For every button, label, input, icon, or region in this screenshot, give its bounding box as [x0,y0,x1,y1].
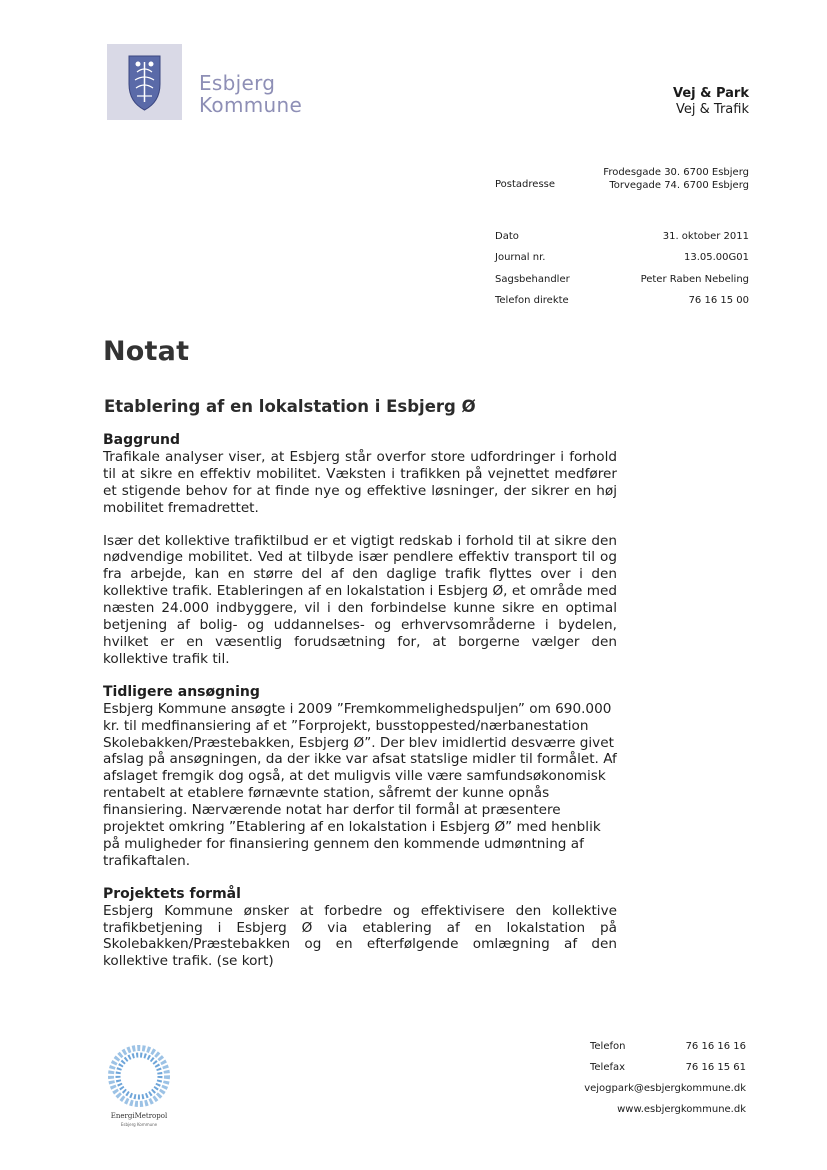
department-block [673,86,749,118]
paragraph: Esbjerg Kommune ønsker at forbedre og effektivisere den kollektive trafikbetjening i Esbjerg Ø via etablering af en lokalstation på Skolebakken/Præstebakken og en efterfølgende omlægning af den kollektive trafik. (se kort) [103,902,617,970]
meta-label: Dato [495,231,519,242]
postal-address [603,166,749,192]
logo-wordmark [199,72,302,116]
document-meta [495,230,749,315]
contact-fax [560,1061,746,1082]
department-unit: Vej & Trafik [676,102,749,117]
paragraph: Især det kollektive trafiktilbud er et vigtigt redskab i forhold til at sikre den nødvendige mobilitet. Ved at tilbyde især pendlere effektiv transport til og fra arbejde, kan en større del af den daglige trafik flyttes over i den kollektive trafik. Etableringen af en lokalstation i Esbjerg Ø, et område med næsten 24.000 indbyggere, vil i den forbindelse kunne sikre en optimal betjening af bolig- og uddannelses- og erhvervsområderne i bydelen, hvilket er en væsentlig forudsætning for, at borgerne vælger den kollektive trafik til. [103,532,617,667]
document-type-title: Notat [103,336,190,367]
meta-row-phone [495,294,749,315]
esbjerg-kommune-logo [107,44,337,120]
contact-phone [560,1040,746,1061]
paragraph: Trafikale analyser viser, at Esbjerg står overfor store udfordringer i forhold til at sikre en effektiv mobilitet. Væksten i trafikken på vejnettet medfører et stigende behov for at finde nye og effektive løsninger, der sikrer en høj mobilitet fremadrettet. [103,448,617,516]
meta-row-journal [495,251,749,272]
section-heading-project-purpose: Projektets formål [103,885,241,902]
contact-email[interactable]: vejogpark@esbjergkommune.dk [584,1083,746,1094]
contact-label: Telefax [590,1062,626,1073]
esbjerg-crest-icon [107,44,182,120]
section-heading-previous-application: Tidligere ansøgning [103,683,260,700]
document-subject: Etablering af en lokalstation i Esbjerg Ø [104,397,476,416]
logo-text-line2: Kommune [199,93,303,117]
meta-value: 76 16 15 00 [688,294,749,306]
contact-value: 76 16 16 16 [685,1041,746,1052]
energimetropol-logo [97,1040,181,1132]
contact-website[interactable]: www.esbjergkommune.dk [617,1104,746,1115]
logo-text-line1: Esbjerg [199,71,276,95]
meta-label: Journal nr. [495,252,546,264]
paragraph: Esbjerg Kommune ansøgte i 2009 ”Fremkommelighedspuljen” om 690.000 kr. til medfinansiering af et ”Forprojekt, busstoppested/nærbanestation Skolebakken/Præstebakken, Esbjerg Ø”. Der blev imidlertid desværre givet afslag på ansøgningen, da der ikke var afsat statslige midler til formålet. Af afslaget fremgik dog også, at det muligvis ville være samfundsøkonomisk rentabelt at etablere førnævnte station, såfremt der kunne opnås finansiering. Nærværende notat har derfor til formål at præsentere projektet omkring ”Etablering af en lokalstation i Esbjerg Ø” med henblik på muligheder for finansiering gennem den kommende udmøntning af trafikaftalen. [103,700,617,869]
meta-row-case-officer [495,273,749,294]
address-line-2: Torvegade 74. 6700 Esbjerg [609,180,749,191]
section-heading-background: Baggrund [103,432,181,448]
meta-value: Peter Raben Nebeling [640,273,749,285]
footer-contacts [560,1040,746,1124]
energimetropol-ring-icon [97,1040,181,1112]
document-body [103,432,617,986]
postal-address-label: Postadresse [495,179,556,190]
partner-logo-subtext: Esbjerg Kommune [120,1122,158,1127]
meta-value: 31. oktober 2011 [662,231,749,242]
meta-value: 13.05.00G01 [683,252,749,264]
meta-row-date [495,230,749,251]
meta-label: Telefon direkte [495,294,569,306]
contact-value: 76 16 15 61 [685,1062,746,1073]
address-line-1: Frodesgade 30. 6700 Esbjerg [603,167,749,178]
department-name: Vej & Park [672,86,749,101]
meta-label: Sagsbehandler [495,273,570,285]
contact-label: Telefon [590,1041,626,1052]
partner-logo-text: EnergiMetropol [110,1112,168,1120]
